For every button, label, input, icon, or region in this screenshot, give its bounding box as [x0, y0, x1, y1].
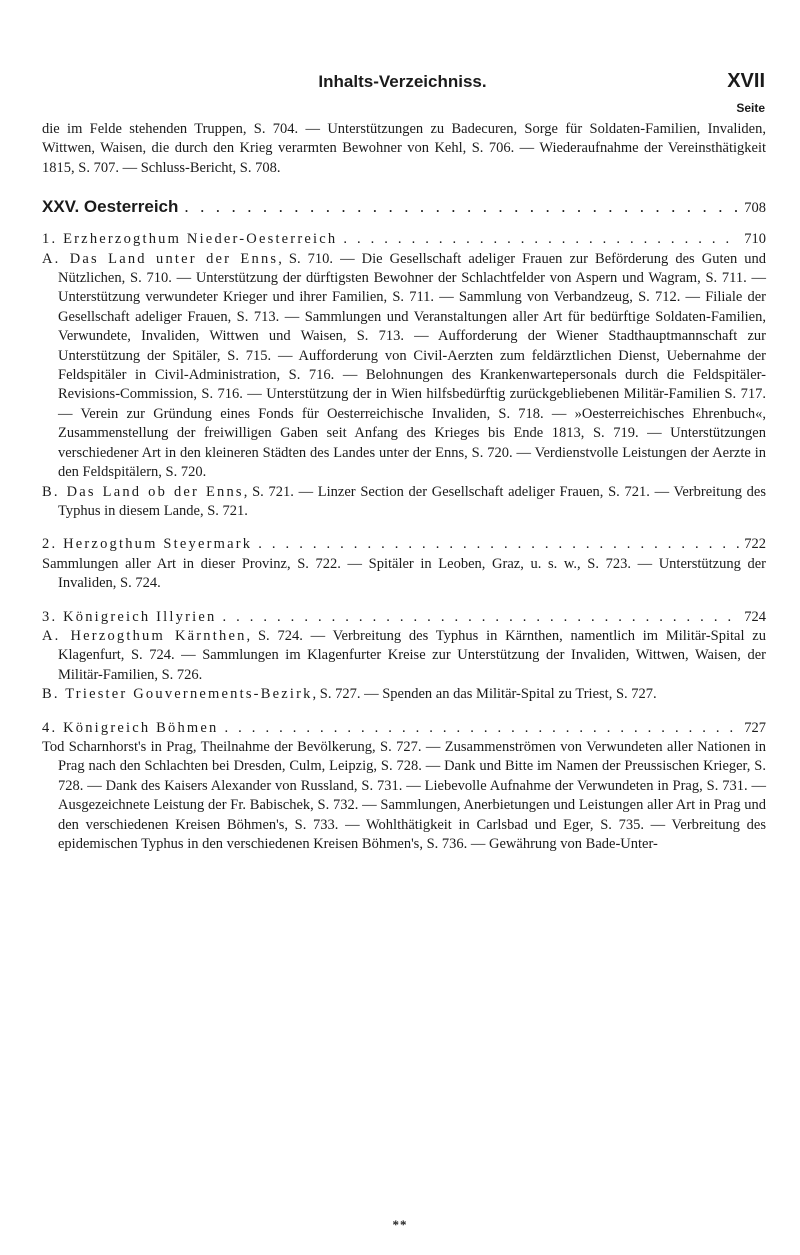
entry-paragraph — [42, 555, 766, 594]
signature-mark: ** — [392, 1217, 408, 1232]
entry-title: 1. Erzherzogthum Nieder-Oesterreich — [42, 231, 338, 248]
section-page: 708 — [744, 200, 766, 217]
entry-page: 727 — [744, 719, 766, 736]
leader-dots — [184, 195, 740, 219]
paragraph-lead: B. Das Land ob der Enns — [42, 483, 244, 500]
paragraph-text: , S. 727. — Spenden an das Militär-Spital zu Triest, S. 727. — [312, 686, 657, 703]
leader-dots — [343, 230, 740, 249]
paragraph-text: , S. 710. — Die Gesellschaft adeliger Frauen zur Beförderung des Guten und Nützlichen, S. 710. — Unterstützung der dürftigsten Bewohner der Schlachtfelder von Aspern und Wagram, S. 711. — Unterstützung verwundeter Krieger und ihrer Familien, S. 711. — Sammlung von Verbandzeug, S. 712. — Filiale der Gesellschaft adeliger Frauen, S. 713. — Sammlungen und Veranstaltungen aller Art für bedürftige Soldaten-Familien, Verwundete, Invaliden, Wittwen und Waisen, S. 713. — Aufforderung der Wiener Stadthauptmannschaft zur Unterstützung der Spitäler, S. 715. — Aufforderung von Civil-Aerzten zum feldärztlichen Dienst, Uebernahme der Feldspitäler in Civil-Administration, S. 716. — Belohnungen des Krankenwartepersonals durch die Feldspitäler-Revisions-Commission, S. 716. — Unterstützung der in Wien hilfsbedürftig zurückgebliebenen Militär-Familien S. 717. — Verein zur Gründung eines Fonds für Oesterreichische Invaliden, S. 718. — »Oesterreichisches Ehrenbuch«, Zusammenstellung der freiwilligen Gaben seit Anfang des Krieges bis Ende 1813, S. 719. — Unterstützungen verschiedener Art in den kleineren Städten des Landes unter der Enns, S. 720. — Verdienstvolle Leistungen der Aerzte in den Feldspitälern, S. 720. — [58, 250, 766, 481]
entry-title: 2. Herzogthum Steyermark — [42, 536, 253, 553]
entry-page: 724 — [744, 608, 766, 625]
entry-paragraph — [42, 685, 766, 704]
toc-entry-heading — [42, 535, 766, 554]
seite-label: Seite — [736, 101, 765, 115]
paragraph-lead: A. Herzogthum Kärnthen — [42, 627, 247, 644]
page-number: XVII — [727, 70, 765, 92]
toc-entry-heading — [42, 719, 766, 738]
toc-entry-heading — [42, 230, 766, 249]
leader-dots — [225, 719, 741, 738]
paragraph-text: , S. 721. — Linzer Section der Gesellschaft adeliger Frauen, S. 721. — Verbreitung des Typhus in diesem Lande, S. 721. — [58, 483, 766, 519]
entry-title: 3. Königreich Illyrien — [42, 608, 217, 625]
paragraph-text: Sammlungen aller Art in dieser Provinz, S. 722. — Spitäler in Leoben, Graz, u. s. w., S. 723. — Unterstützung der Invaliden, S. 724. — [42, 555, 766, 592]
entry-paragraph — [42, 627, 766, 685]
paragraph-text: , S. 724. — Verbreitung des Typhus in Kärnthen, namentlich im Militär-Spital zu Klagenfurt, S. 724. — Sammlungen im Klagenfurter Kreise zur Unterstützung der Invaliden, Wittwen, Waisen, der Militär-Familien, S. 726. — [58, 627, 766, 683]
paragraph-lead: A. Das Land unter der Enns — [42, 250, 279, 267]
entry-page: 722 — [744, 536, 766, 553]
paragraph-lead: B. Triester Gouvernements-Bezirk — [42, 686, 313, 703]
running-header — [40, 72, 765, 94]
toc-entry-heading — [42, 608, 766, 627]
entry-paragraph — [42, 250, 766, 483]
toc-body — [42, 120, 766, 854]
leader-dots — [258, 535, 740, 554]
running-title: Inhalts-Verzeichniss. — [318, 72, 487, 91]
entry-page: 710 — [744, 231, 766, 248]
paragraph-text: Tod Scharnhorst's in Prag, Theilnahme der Bevölkerung, S. 727. — Zusammenströmen von Verwundeten aller Nationen in Prag nach den Schlachten bei Dresden, Culm, Leipzig, S. 728. — Dank und Bitte im Namen der Preussischen Krieger, S. 728. — Dank des Kaisers Alexander von Russland, S. 731. — Liebevolle Aufnahme der Verwundeten in Prag, S. 731. — Ausgezeichnete Leistung der Fr. Babischek, S. 732. — Sammlungen, Anerbietungen und Leistungen aller Art in Prag und den verschiedenen Kreisen Böhmen's, S. 733. — Wohlthätigkeit in Carlsbad und Eger, S. 735. — Verbreitung des epidemischen Typhus in den verschiedenen Kreisen Böhmen's, S. 736. — Gewährung von Bade-Unter- — [42, 738, 766, 852]
leader-dots — [222, 608, 740, 627]
intro-paragraph: die im Felde stehenden Truppen, S. 704. — Unterstützungen zu Badecuren, Sorge für Soldaten-Familien, Invaliden, Wittwen, Waisen, die durch den Krieg verarmten Bewohner von Kehl, S. 706. — Wiederaufnahme der Vereinsthätigkeit 1815, S. 707. — Schluss-Bericht, S. 708. — [42, 121, 766, 176]
section-heading — [42, 195, 766, 220]
entry-title: 4. Königreich Böhmen — [42, 719, 219, 736]
section-title: XXV. Oesterreich — [42, 197, 179, 217]
entry-paragraph — [42, 738, 766, 854]
entry-paragraph — [42, 483, 766, 522]
